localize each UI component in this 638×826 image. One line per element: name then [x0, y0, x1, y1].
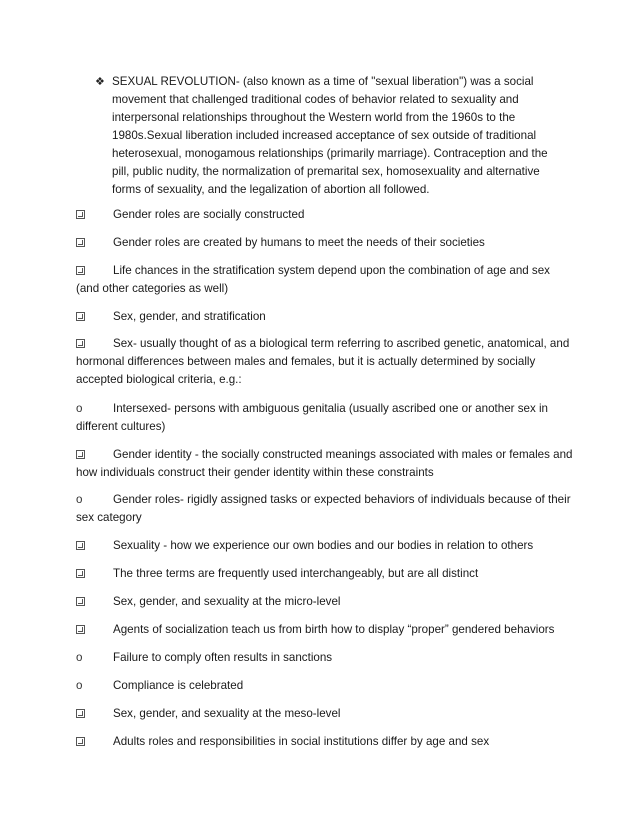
- circle-bullet-icon: o: [76, 402, 83, 415]
- list-item-text: Sex, gender, and sexuality at the meso-level: [113, 707, 341, 720]
- checkbox-bullet-icon: [76, 450, 85, 459]
- list-item-text: Sex, gender, and stratification: [113, 310, 266, 323]
- checkbox-bullet-icon: [76, 266, 85, 275]
- list-item-text: The three terms are frequently used interchangeably, but are all distinct: [113, 567, 479, 580]
- list-item-text: Compliance is celebrated: [113, 679, 244, 692]
- circle-bullet-icon: o: [76, 679, 83, 692]
- list-item-text: Gender roles are created by humans to meet the needs of their societies: [113, 236, 485, 249]
- circle-bullet-icon: o: [76, 493, 83, 506]
- list-item: [76, 537, 576, 555]
- list-item: [76, 234, 576, 252]
- list-item-text: Sexuality - how we experience our own bodies and our bodies in relation to others: [113, 539, 534, 552]
- checkbox-bullet-icon: [76, 339, 85, 348]
- list-item: [76, 677, 576, 695]
- checkbox-bullet-icon: [76, 625, 85, 634]
- list-item: [76, 262, 576, 298]
- checkbox-bullet-icon: [76, 569, 85, 578]
- sexual-revolution-paragraph: [95, 73, 565, 199]
- list-item: [76, 565, 576, 583]
- list-item-text: Intersexed- persons with ambiguous genitalia (usually ascribed one or another sex in different cultures): [76, 402, 549, 433]
- checkbox-bullet-icon: [76, 597, 85, 606]
- list-item-text: Gender roles are socially constructed: [113, 208, 305, 221]
- list-item-text: Gender identity - the socially constructed meanings associated with males or females and how individuals construct their gender identity within these constraints: [76, 448, 573, 479]
- checkbox-bullet-icon: [76, 737, 85, 746]
- diamond-bullet-icon: ❖: [95, 76, 105, 88]
- list-item-text: Adults roles and responsibilities in social institutions differ by age and sex: [113, 735, 490, 748]
- list-item-text: Agents of socialization teach us from birth how to display “proper” gendered behaviors: [113, 623, 555, 636]
- list-item: [76, 206, 576, 224]
- list-item: [76, 705, 576, 723]
- list-item: [76, 446, 576, 482]
- circle-bullet-icon: o: [76, 651, 83, 664]
- checkbox-bullet-icon: [76, 541, 85, 550]
- checkbox-bullet-icon: [76, 709, 85, 718]
- checkbox-bullet-icon: [76, 210, 85, 219]
- list-item-text: Failure to comply often results in sanctions: [113, 651, 333, 664]
- list-item: [76, 593, 576, 611]
- list-item-text: Life chances in the stratification system depend upon the combination of age and sex (and other categories as well): [76, 264, 550, 295]
- list-item: [76, 733, 576, 751]
- list-item-text: Sex, gender, and sexuality at the micro-level: [113, 595, 341, 608]
- lead-text: SEXUAL REVOLUTION- (also known as a time of "sexual liberation") was a social movement that challenged traditional codes of behavior related to sexuality and interpersonal relationships throughout the Western world from the 1960s to the 1980s.Sexual liberation included increased acceptance of sex outside of traditional heterosexual, monogamous relationships (primarily marriage). Contraception and the pill, public nudity, the normalization of premarital sex, homosexuality and alternative forms of sexuality, and the legalization of abortion all followed.: [112, 75, 548, 196]
- list-item: [76, 335, 576, 389]
- list-item: [76, 400, 576, 436]
- list-item: [76, 649, 576, 667]
- list-item-text: Sex- usually thought of as a biological term referring to ascribed genetic, anatomical, and hormonal differences between males and females, but it is actually determined by socially accepted biological criteria, e.g.:: [76, 337, 570, 386]
- list-item: [76, 308, 576, 326]
- checkbox-bullet-icon: [76, 312, 85, 321]
- list-item-text: Gender roles- rigidly assigned tasks or expected behaviors of individuals because of their sex category: [76, 493, 571, 524]
- checkbox-bullet-icon: [76, 238, 85, 247]
- list-item: [76, 621, 576, 639]
- list-item: [76, 491, 576, 527]
